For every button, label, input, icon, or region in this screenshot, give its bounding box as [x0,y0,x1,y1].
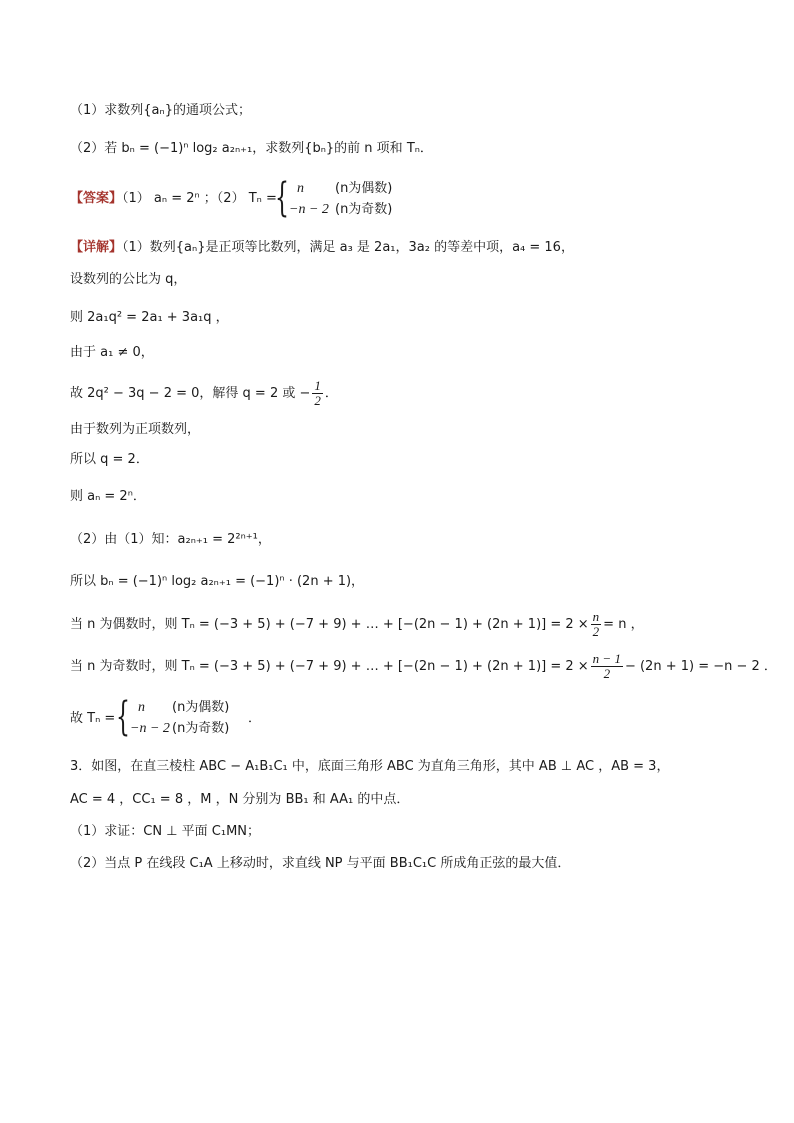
detail-6: 由于数列为正项数列， [70,422,201,437]
detail-11-post: = n ， [603,617,644,632]
detail-1: （1）数列{aₙ}是正项等比数列，满足 a₃ 是 2a₁，3a₂ 的等差中项，a₄ = 16， [122,240,574,255]
left-brace: { [275,175,289,221]
frac-den: 2 [314,393,321,408]
conclusion-pre: 故 Tₙ = [70,711,116,726]
conclusion-case2-cond: (n为奇数) [172,721,230,736]
detail-5-post: ． [324,386,338,401]
detail-5 [70,379,338,409]
answer-case1-cond: (n为偶数) [335,181,393,196]
problem3-line-2: AC = 4 ，CC₁ = 8 ，M ，N 分别为 BB₁ 和 AA₁ 的中点． [70,792,410,807]
problem3-line-1: 3．如图，在直三棱柱 ABC − A₁B₁C₁ 中，底面三角形 ABC 为直角三角形，其中 AB ⊥ AC ，AB = 3， [70,759,670,774]
detail-4: 由于 a₁ ≠ 0， [70,345,154,360]
frac-num: 1 [314,378,321,393]
answer-line [70,189,277,209]
conclusion-piecewise [116,694,262,741]
conclusion-case1-cond: (n为偶数) [172,700,230,715]
conclusion-line [70,709,115,729]
detail-12-pre: 当 n 为奇数时，则 Tₙ = (−3 + 5) + (−7 + 9) + … + [−(2n − 1) + (2n + 1)] = 2 × [70,659,589,674]
fraction-n-minus-1-over-2 [591,652,623,681]
detail-10: 所以 bₙ = (−1)ⁿ log₂ a₂ₙ₊₁ = (−1)ⁿ · (2n + 1)， [70,574,365,589]
detail-tag: 【详解】 [70,240,123,255]
fraction-one-half [312,379,323,408]
answer-case2-expr: −n − 2 [289,202,329,217]
fraction-n-over-2 [591,610,602,639]
conclusion-post: ． [248,711,262,726]
detail-8: 则 aₙ = 2ⁿ． [70,489,146,504]
answer-piecewise [275,175,435,222]
detail-9: （2）由（1）知：a₂ₙ₊₁ = 2²ⁿ⁺¹， [70,532,271,547]
question-1: （1）求数列{aₙ}的通项公式； [70,103,251,118]
left-brace: { [116,694,130,740]
detail-7: 所以 q = 2． [70,452,149,467]
frac-den: 2 [603,666,611,681]
answer-case1-expr: n [297,181,304,196]
conclusion-case2-expr: −n − 2 [130,721,170,736]
detail-line-1 [70,238,574,258]
detail-3: 则 2a₁q² = 2a₁ + 3a₁q ， [70,310,229,325]
frac-num: n − 1 [592,651,621,666]
answer-tag: 【答案】 [70,191,123,206]
detail-5-pre: 故 2q² − 3q − 2 = 0，解得 q = 2 或 − [70,386,311,401]
detail-12-post: − (2n + 1) = −n − 2 ． [624,659,777,674]
question-2: （2）若 bₙ = (−1)ⁿ log₂ a₂ₙ₊₁，求数列{bₙ}的前 n 项和 Tₙ． [70,141,433,156]
detail-11-pre: 当 n 为偶数时，则 Tₙ = (−3 + 5) + (−7 + 9) + … + [−(2n − 1) + (2n + 1)] = 2 × [70,617,589,632]
conclusion-case1-expr: n [138,700,145,715]
answer-part1: （1） aₙ = 2ⁿ ；（2） Tₙ = [122,191,277,206]
detail-12 [70,652,777,682]
answer-case2-cond: (n为奇数) [335,202,393,217]
problem3-question-2: （2）当点 P 在线段 C₁A 上移动时，求直线 NP 与平面 BB₁C₁C 所成角正弦的最大值． [70,856,571,871]
detail-2: 设数列的公比为 q， [70,272,187,287]
frac-den: 2 [592,624,600,639]
problem3-question-1: （1）求证：CN ⊥ 平面 C₁MN； [70,824,261,839]
detail-11 [70,610,644,640]
frac-num: n [592,609,600,624]
